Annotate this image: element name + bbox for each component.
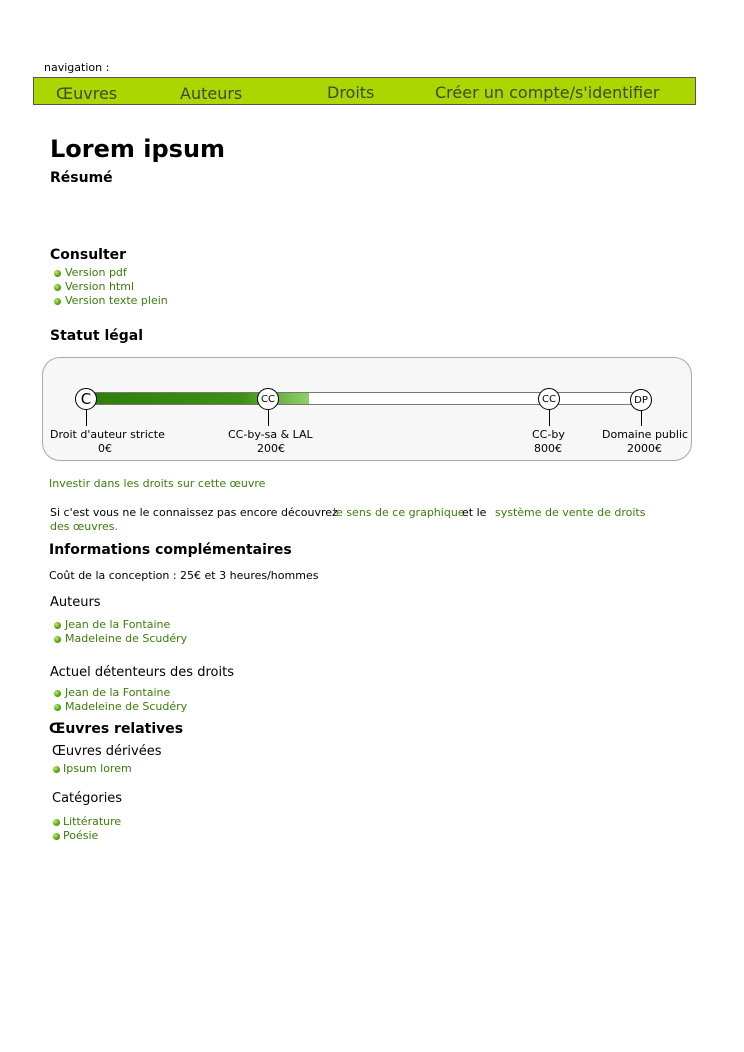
- stage-amount-public-domain: 2000€: [627, 442, 662, 455]
- author-link[interactable]: Jean de la Fontaine: [65, 618, 171, 631]
- invest-link[interactable]: Investir dans les droits sur cette œuvre: [49, 477, 266, 490]
- stage-label-cc-by: CC-by: [532, 428, 565, 441]
- rights-holders-list: [54, 686, 187, 714]
- author-link[interactable]: Madeleine de Scudéry: [65, 632, 188, 645]
- bullet-icon: [53, 833, 60, 840]
- navigation-label: navigation :: [44, 61, 110, 74]
- graph-meaning-link[interactable]: le sens de ce graphique: [333, 506, 465, 519]
- bullet-icon: [54, 704, 61, 711]
- derived-works-heading: Œuvres dérivées: [52, 744, 162, 759]
- derived-work-link[interactable]: Ipsum lorem: [63, 762, 132, 775]
- categories-list: [53, 815, 121, 843]
- creative-commons-icon: CC: [257, 388, 279, 410]
- authors-list: [54, 618, 187, 646]
- authors-heading: Auteurs: [50, 595, 101, 610]
- stage-tick: [268, 410, 269, 426]
- bullet-icon: [53, 819, 60, 826]
- list-item: [54, 686, 187, 700]
- list-item: [54, 700, 187, 714]
- public-domain-icon: DP: [630, 389, 652, 411]
- stage-label-public-domain: Domaine public: [602, 428, 689, 441]
- design-cost: Coût de la conception : 25€ et 3 heures/hommes: [49, 569, 319, 582]
- stage-tick: [86, 410, 87, 426]
- bullet-icon: [54, 622, 61, 629]
- creative-commons-by-icon: CC: [538, 388, 560, 410]
- category-link[interactable]: Littérature: [63, 815, 122, 828]
- list-item: [54, 618, 187, 632]
- legal-status-heading: Statut légal: [50, 328, 144, 344]
- stage-label-cc-by-sa: CC-by-sa & LAL: [228, 428, 313, 441]
- consult-links: [54, 266, 168, 308]
- bullet-icon: [54, 270, 61, 277]
- page-title: Lorem ipsum: [50, 135, 226, 163]
- complementary-heading: Informations complémentaires: [49, 542, 292, 558]
- nav-item-auteurs[interactable]: Auteurs: [180, 84, 243, 103]
- rights-sale-link-continued[interactable]: des œuvres.: [50, 520, 118, 533]
- stage-amount-cc-by-sa: 200€: [257, 442, 285, 455]
- summary-heading: Résumé: [50, 170, 113, 186]
- stage-amount-copyright: 0€: [98, 442, 112, 455]
- rights-holders-heading: Actuel détenteurs des droits: [50, 665, 234, 680]
- category-link[interactable]: Poésie: [63, 829, 99, 842]
- legal-status-graph: [42, 357, 692, 461]
- list-item: [54, 266, 168, 280]
- list-item: [53, 762, 132, 776]
- nav-item-droits[interactable]: Droits: [327, 83, 375, 102]
- nav-item-account[interactable]: Créer un compte/s'identifier: [435, 83, 660, 102]
- info-text-middle: et le: [462, 506, 487, 519]
- stage-label-copyright: Droit d'auteur stricte: [50, 428, 165, 441]
- copyright-icon: C: [75, 388, 97, 410]
- stage-amount-cc-by: 800€: [534, 442, 562, 455]
- html-link[interactable]: Version html: [65, 280, 135, 293]
- derived-works-list: [53, 762, 132, 776]
- list-item: [54, 632, 187, 646]
- related-works-heading: Œuvres relatives: [49, 721, 184, 737]
- stage-tick: [641, 410, 642, 426]
- holder-link[interactable]: Madeleine de Scudéry: [65, 700, 188, 713]
- navigation-bar: [33, 77, 696, 105]
- bullet-icon: [54, 636, 61, 643]
- bullet-icon: [54, 298, 61, 305]
- bullet-icon: [53, 766, 60, 773]
- bullet-icon: [54, 284, 61, 291]
- list-item: [53, 815, 121, 829]
- info-text: Si c'est vous ne le connaissez pas encore découvrez: [50, 506, 338, 519]
- list-item: [54, 294, 168, 308]
- categories-heading: Catégories: [52, 791, 123, 806]
- bullet-icon: [54, 690, 61, 697]
- consult-heading: Consulter: [50, 247, 127, 263]
- holder-link[interactable]: Jean de la Fontaine: [65, 686, 171, 699]
- plain-text-link[interactable]: Version texte plein: [65, 294, 168, 307]
- stage-tick: [549, 410, 550, 426]
- nav-item-oeuvres[interactable]: Œuvres: [56, 84, 118, 103]
- rights-sale-link[interactable]: système de vente de droits: [495, 506, 646, 519]
- list-item: [54, 280, 168, 294]
- pdf-link[interactable]: Version pdf: [65, 266, 127, 279]
- list-item: [53, 829, 121, 843]
